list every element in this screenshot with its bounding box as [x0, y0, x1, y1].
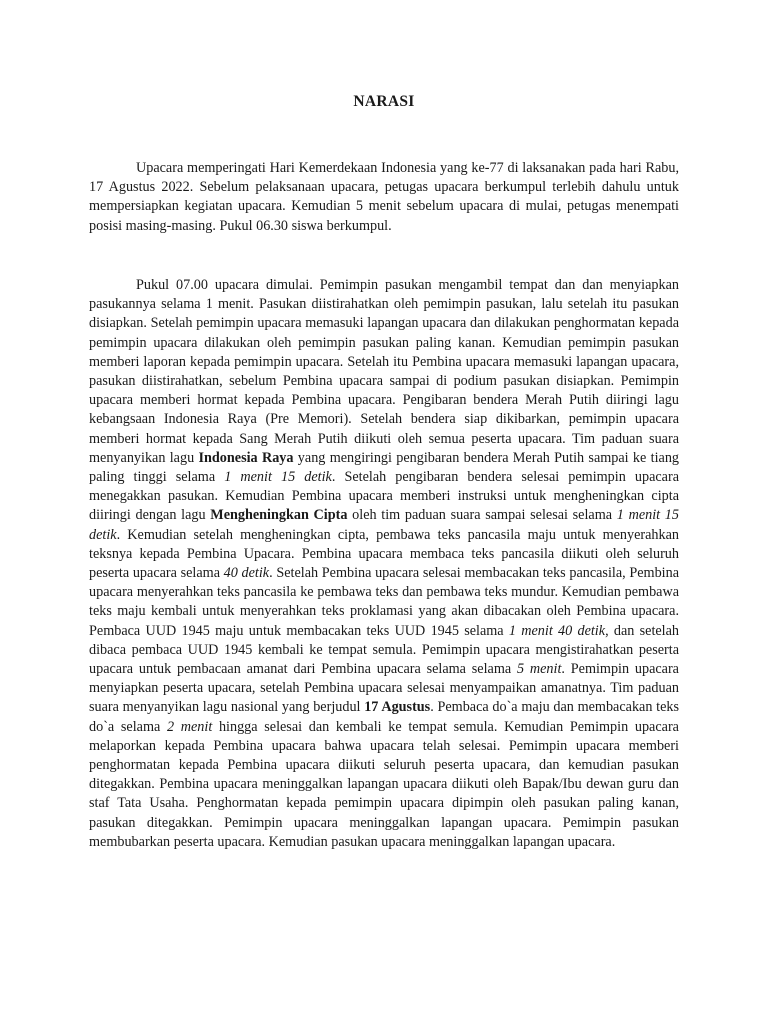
text-run-italic: 1 menit 15 detik	[224, 469, 332, 486]
text-run-normal: . Setelah pengibaran bendera selesai pemimpin upacara menegakkan pasukan. Kemudian Pembina upacara memberi instruksi untuk mengheningkan cipta diiringi dengan lagu	[89, 469, 679, 524]
text-run-italic: 40 detik	[223, 565, 270, 582]
text-run-normal: Upacara memperingati Hari Kemerdekaan Indonesia yang ke-77 di laksanakan pada hari Rabu, 17 Agustus 2022. Sebelum pelaksanaan upacara, petugas upacara berkumpul terlebih dahulu untuk mempersiapkan kegiatan upacara. Kemudian 5 menit sebelum upacara di mulai, petugas menempati posisi masing-masing. Pukul 06.30 siswa berkumpul.	[89, 160, 679, 234]
text-run-italic: 1 menit 40 detik	[508, 622, 606, 639]
paragraph-2	[89, 276, 679, 852]
text-run-italic: 5 menit	[516, 661, 562, 678]
text-run-normal: . Setelah Pembina upacara selesai membacakan teks pancasila, Pembina upacara menyerahkan teks pancasila ke pembawa teks dan pembawa teks mundur. Kemudian pembawa teks maju kembali untuk menyerahkan teks proklamasi yang akan dibacakan oleh Pembina upacara. Pembaca UUD 1945 maju untuk membacakan teks UUD 1945 selama	[89, 565, 679, 639]
text-run-bold: Indonesia Raya	[198, 449, 294, 466]
text-run-normal: oleh tim paduan suara sampai selesai selama	[347, 507, 617, 524]
text-run-normal: yang mengiringi pengibaran bendera Merah Putih sampai ke tiang paling tinggi selama	[89, 449, 680, 486]
document-title: NARASI	[353, 93, 415, 110]
text-run-normal: . Kemudian setelah mengheningkan cipta, pembawa teks pancasila maju untuk menyerahkan teksnya kepada Pembina Upacara. Pembina upacara membaca teks pancasila diikuti oleh seluruh peserta upacara selama	[89, 526, 679, 582]
paragraph-1	[89, 159, 679, 236]
text-run-normal: , dan setelah dibaca pembaca UUD 1945 kembali ke tempat semula. Pemimpin upacara mengistirahatkan peserta upacara untuk pembacaan amanat dari Pembina upacara selama selama	[89, 622, 680, 678]
text-run-normal: Pukul 07.00 upacara dimulai. Pemimpin pasukan mengambil tempat dan dan menyiapkan pasukannya selama 1 menit. Pasukan diistirahatkan oleh pemimpin pasukan, lalu setelah itu pasukan disiapkan. Setelah pemimpin upacara memasuki lapangan upacara dan dilakukan penghormatan kepada pemimpin upacara dilakukan oleh pemimpin pasukan paling kanan. Kemudian pemimpin pasukan memberi laporan kepada pemimpin upacara. Setelah itu Pembina upacara memasuki lapangan upacara, pasukan diistirahatkan, sebelum Pembina upacara sampai di podium pasukan disiapkan. Pemimpin upacara memberi hormat kepada Pembina upacara. Pengibaran bendera Merah Putih diiringi lagu kebangsaan Indonesia Raya (Pre Memori). Setelah bendera siap dikibarkan, pemimpin upacara memberi hormat kepada Sang Merah Putih diikuti oleh semua peserta upacara. Tim paduan suara menyanyikan lagu	[89, 277, 679, 466]
text-run-bold: Mengheningkan Cipta	[210, 507, 348, 524]
text-run-italic: 1 menit 15 detik	[89, 507, 679, 543]
text-run-italic: 2 menit	[166, 718, 213, 735]
text-run-normal: . Pembaca do`a maju dan membacakan teks do`a selama	[89, 699, 679, 735]
text-run-normal: . Pemimpin upacara menyiapkan peserta upacara, setelah Pembina upacara selesai menyampaikan amanatnya. Tim paduan suara menyanyikan lagu nasional yang berjudul	[89, 661, 679, 716]
text-run-bold: 17 Agustus	[364, 699, 431, 716]
text-run-normal: hingga selesai dan kembali ke tempat semula. Kemudian Pemimpin upacara melaporkan kepada Pembina upacara bahwa upacara telah selesai. Pemimpin upacara memberi penghormatan kepada Pembina upacara diikuti seluruh peserta upacara, dan kemudian pasukan ditegakkan. Pembina upacara meninggalkan lapangan upacara diikuti oleh Bapak/Ibu dewan guru dan staf Tata Usaha. Penghormatan kepada pemimpin upacara dipimpin oleh pasukan paling kanan, pasukan ditegakkan. Pemimpin upacara meninggalkan lapangan upacara. Pemimpin pasukan membubarkan peserta upacara. Kemudian pasukan upacara meninggalkan lapangan upacara.	[89, 718, 679, 850]
